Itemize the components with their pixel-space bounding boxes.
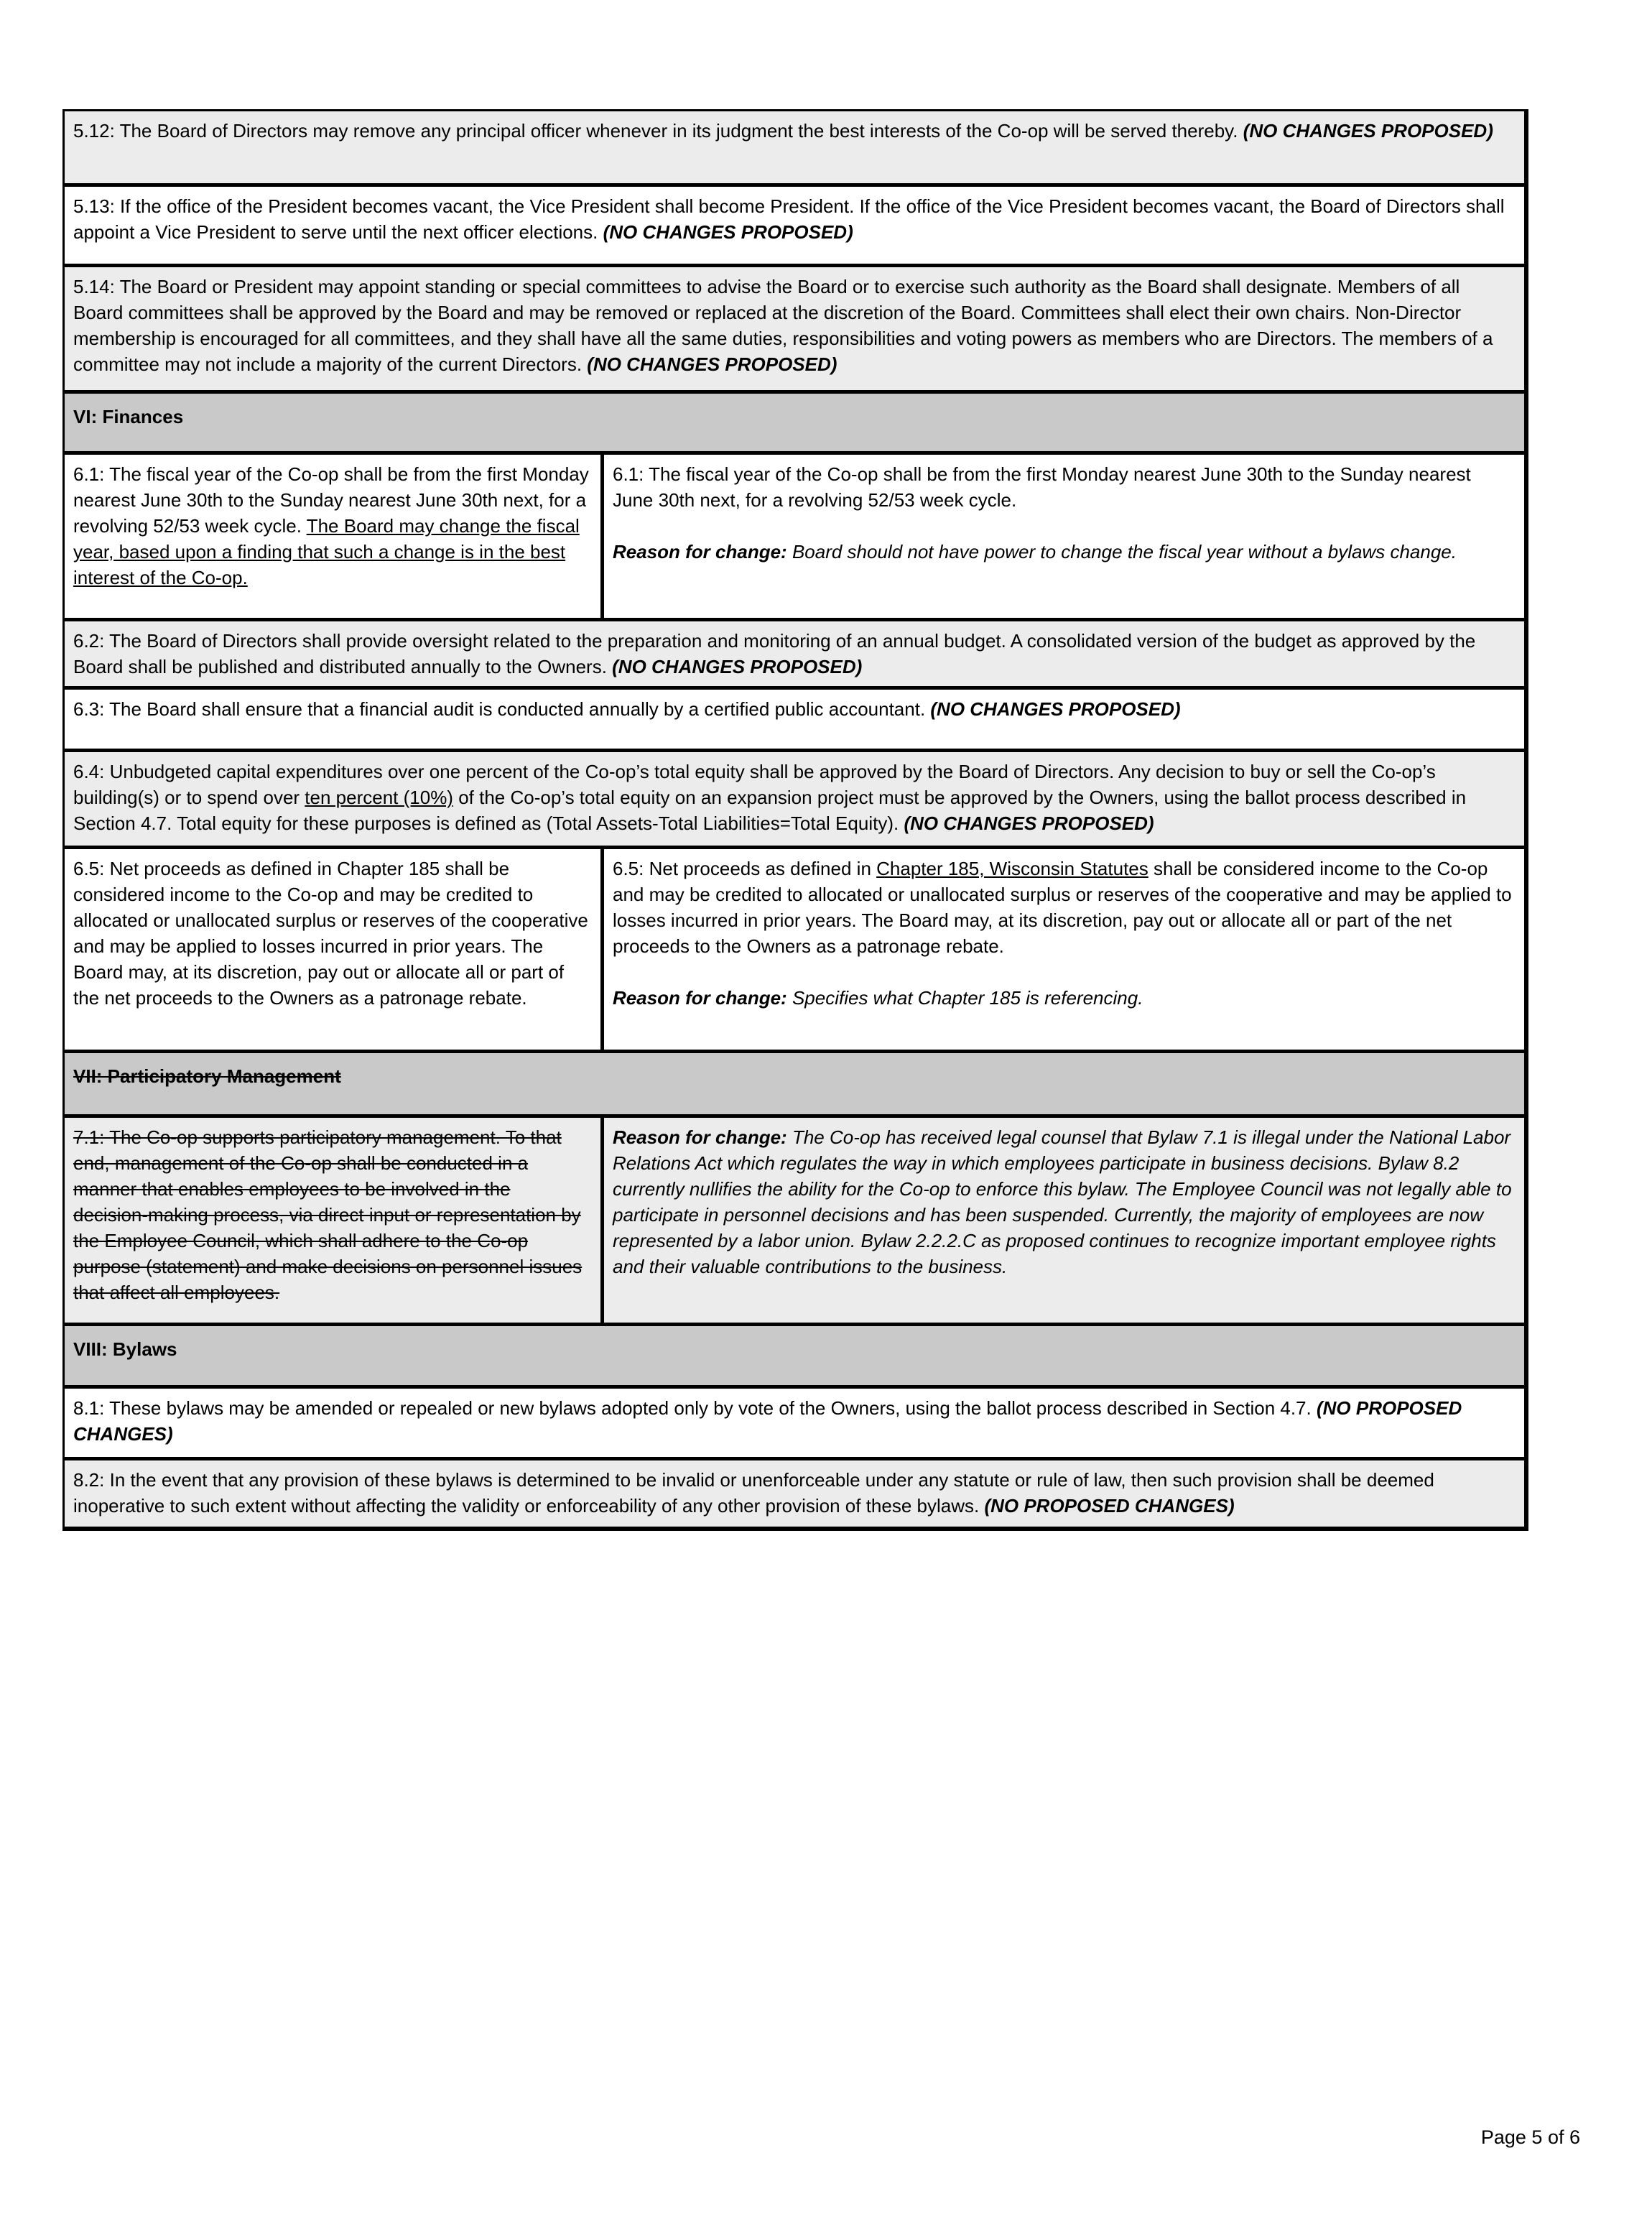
proposed-bylaw-cell xyxy=(604,849,1524,1050)
bylaw-paragraph xyxy=(613,461,1513,513)
no-changes-tag: (NO CHANGES PROPOSED) xyxy=(603,221,853,243)
bylaw-text: 5.14: The Board or President may appoint standing or special committees to advise the Board or to exercise such authority as the Board shall designate. Members of all Board committees shall be approved by the Board and may be removed or replaced at the discretion of the Board. Committees shall elect their own chairs. Non-Director membership is encouraged for all committees, and they shall have all the same duties, responsibilities and voting powers as members who are Directors. The members of a committee may not include a majority of the current Directors. xyxy=(73,276,1493,375)
table-row-6-1 xyxy=(65,455,1524,621)
bylaw-paragraph xyxy=(73,274,1513,377)
bylaw-paragraph xyxy=(613,856,1513,959)
inserted-text: ten percent (10%) xyxy=(305,787,453,808)
bylaw-paragraph xyxy=(73,856,589,1011)
table-row-6-2 xyxy=(65,621,1524,690)
bylaw-text: 6.2: The Board of Directors shall provide oversight related to the preparation and monitoring of an annual budget. A consolidated version of the budget as approved by the Board shall be published and distributed annually to the Owners. xyxy=(73,630,1476,677)
reason-text: Specifies what Chapter 185 is referencing. xyxy=(786,987,1143,1009)
table-row-7-1 xyxy=(65,1118,1524,1326)
section-header-label: VIII: Bylaws xyxy=(73,1338,177,1360)
section-header-label: VI: Finances xyxy=(73,406,184,427)
bylaw-text: 8.2: In the event that any provision of these bylaws is determined to be invalid or unenforceable under any statute or rule of law, then such provision shall be deemed inoperative to such extent without affecting the validity or enforceability of any other provision of these bylaws. xyxy=(73,1469,1434,1517)
section-header-finances xyxy=(65,394,1524,455)
section-header-participatory-management xyxy=(65,1053,1524,1118)
bylaw-text: 5.12: The Board of Directors may remove any principal officer whenever in its judgment the best interests of the Co-op will be served thereby. xyxy=(73,120,1243,142)
reason-text: The Co-op has received legal counsel that Bylaw 7.1 is illegal under the National Labor Relations Act which regulates the way in which employees participate in business decisions. Bylaw 8.2 currently nullifies the ability for the Co-op to enforce this bylaw. The Employee Council was not legally able to participate in personnel decisions and has been suspended. Currently, the majority of employees are now represented by a labor union. Bylaw 2.2.2.C as proposed continues to recognize important employee rights and their valuable contributions to the business. xyxy=(613,1126,1512,1277)
reason-paragraph xyxy=(613,985,1513,1011)
reason-label: Reason for change: xyxy=(613,1126,787,1148)
page-number-label: Page 5 of 6 xyxy=(1480,2126,1580,2148)
table-row-6-3 xyxy=(65,690,1524,752)
reason-paragraph xyxy=(613,1124,1513,1279)
bylaw-text: 6.1: The fiscal year of the Co-op shall be from the first Monday nearest June 30th to the Sunday nearest June 30th next, for a revolving 52/53 week cycle. xyxy=(613,463,1471,511)
bylaw-paragraph xyxy=(73,1395,1513,1447)
table-row-5-13 xyxy=(65,187,1524,267)
bylaw-paragraph xyxy=(73,461,589,591)
reason-text: Board should not have power to change the fiscal year without a bylaws change. xyxy=(786,541,1457,562)
reason-label: Reason for change: xyxy=(613,987,787,1009)
bylaw-paragraph xyxy=(73,696,1513,722)
proposed-bylaw-cell xyxy=(604,455,1524,618)
bylaw-text: 6.4: Unbudgeted capital expenditures over one percent of the Co-op’s total equity shall be approved by the Board of Directors. Any decision to buy or sell the Co-op’s building(s) or to spend over xyxy=(73,761,1436,808)
bylaw-text: 5.13: If the office of the President becomes vacant, the Vice President shall become President. If the office of the Vice President becomes vacant, the Board of Directors shall appoint a Vice President to serve until the next officer elections. xyxy=(73,195,1505,243)
current-bylaw-cell xyxy=(65,1118,604,1323)
no-changes-tag: (NO CHANGES PROPOSED) xyxy=(930,698,1181,720)
no-changes-tag: (NO CHANGES PROPOSED) xyxy=(1243,120,1493,142)
no-changes-tag: (NO CHANGES PROPOSED) xyxy=(587,353,837,375)
bylaw-text: of the Co-op’s total equity on an expansion project must be approved by the Owners, using the ballot process described in Section 4.7. Total equity for these purposes is defined as (Total Assets-Total Liabilities=Total Equity). xyxy=(73,787,1467,834)
bylaw-paragraph xyxy=(73,759,1513,836)
deleted-text: 7.1: The Co-op supports participatory management. To that end, management of the Co-op shall be conducted in a manner that enables employees to be involved in the decision-making process, via direct input or representation by the Employee Council, which shall adhere to the Co-op purpose (statement) and make decisions on personnel issues that affect all employees. xyxy=(73,1126,583,1303)
table-row-8-2 xyxy=(65,1460,1524,1527)
current-bylaw-cell xyxy=(65,455,604,618)
table-row-6-4 xyxy=(65,752,1524,849)
bylaw-paragraph xyxy=(73,1467,1513,1519)
bylaw-text: 8.1: These bylaws may be amended or repealed or new bylaws adopted only by vote of the Owners, using the ballot process described in Section 4.7. xyxy=(73,1397,1317,1419)
bylaw-paragraph xyxy=(73,1124,589,1305)
table-row-5-12 xyxy=(65,111,1524,187)
section-header-label-struck: VII: Participatory Management xyxy=(73,1065,341,1087)
current-bylaw-cell xyxy=(65,849,604,1050)
bylaw-text: 6.5: Net proceeds as defined in xyxy=(613,858,877,879)
bylaw-text: 6.5: Net proceeds as defined in Chapter 185 shall be considered income to the Co-op and may be credited to allocated or unallocated surplus or reserves of the cooperative and may be applied to losses incurred in prior years. The Board may, at its discretion, pay out or allocate all or part of the net proceeds to the Owners as a patronage rebate. xyxy=(73,858,588,1009)
no-changes-tag: (NO PROPOSED CHANGES) xyxy=(73,1397,1462,1445)
bylaw-text: 6.1: The fiscal year of the Co-op shall be from the first Monday nearest June 30th to the Sunday nearest June 30th next, for a revolving 52/53 week cycle. xyxy=(73,463,589,537)
table-row-6-5 xyxy=(65,849,1524,1053)
bylaw-paragraph xyxy=(73,118,1513,144)
bylaws-comparison-table xyxy=(62,109,1528,1531)
no-changes-tag: (NO PROPOSED CHANGES) xyxy=(984,1495,1235,1517)
no-changes-tag: (NO CHANGES PROPOSED) xyxy=(904,812,1154,834)
bylaw-paragraph xyxy=(73,193,1513,245)
bylaw-paragraph xyxy=(73,628,1513,680)
no-changes-tag: (NO CHANGES PROPOSED) xyxy=(612,656,863,677)
bylaw-text: shall be considered income to the Co-op and may be credited to allocated or unallocated surplus or reserves of the cooperative and may be applied to losses incurred in prior years. The Board may, at its discretion, pay out or allocate all or part of the net proceeds to the Owners as a patronage rebate. xyxy=(613,858,1512,957)
inserted-text: The Board may change the fiscal year, based upon a finding that such a change is in the best interest of the Co-op. xyxy=(73,515,580,588)
bylaw-text: 6.3: The Board shall ensure that a financial audit is conducted annually by a certified public accountant. xyxy=(73,698,931,720)
table-row-5-14 xyxy=(65,267,1524,394)
reason-label: Reason for change: xyxy=(613,541,787,562)
section-header-bylaws xyxy=(65,1326,1524,1389)
inserted-text: Chapter 185, Wisconsin Statutes xyxy=(876,858,1148,879)
reason-paragraph xyxy=(613,539,1513,565)
proposed-bylaw-cell xyxy=(604,1118,1524,1323)
table-row-8-1 xyxy=(65,1389,1524,1460)
